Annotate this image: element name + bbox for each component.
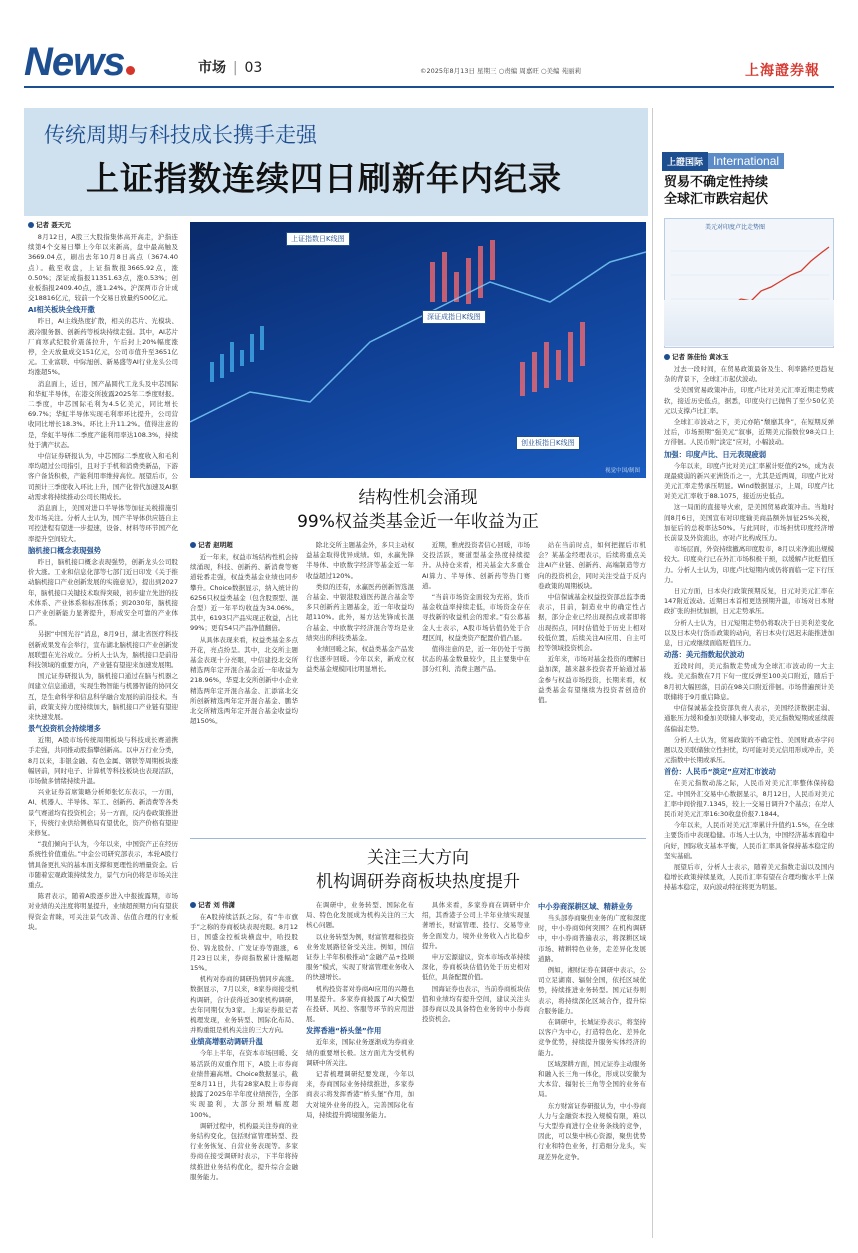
kline-photo (190, 222, 646, 478)
byline-icon (664, 354, 670, 360)
intl-divider (652, 108, 653, 1238)
lead-subhead-1: AI相关板块全线开撒 (28, 305, 95, 315)
intl-headline: 贸易不确定性持续 全球汇市跌宕起伏 (664, 175, 769, 207)
story3-subhead-3: 中小券商深耕区域、精耕业务 (538, 902, 633, 911)
lead-kicker: 传统周期与科技成长携手走强 (44, 123, 317, 147)
story3-column-4: 中小券商深耕区域、精耕业务 当头部券商聚焦业务的广度和深度时，中小券商如何突围？在机构调研中，中小券商普遍表示，将深耕区域市场、精耕特色业务，走差异化发展道路。 例如，湘财证券在调研中表示，公司立足湖南、辐射全国，依托区域优势，持续推进业务转型。国元证券则表示，将持续深化区域合作，提升综合服务能力。 在调研中，长城证券表示，将坚持以客户为中心，打造特色化、差异化竞争优势，持续提升服务实体经济的能力。 区域深耕方面，国元证券主动服务和融入长三角一体化，形成以安徽为大本营、辐射长三角等全国的业务布局。 东方财富证券研报认为，中小券商人力与金融资本投入规模有限，难以与大型券商进行全业务条线的竞争，因此，可以集中核心资源，聚焦优势行业和特色业务，打造细分龙头，实现差异化竞争。 (538, 902, 646, 1161)
byline-icon (190, 902, 196, 908)
intl-badge (662, 152, 784, 170)
story3-subhead-2: 发挥香港“桥头堡”作用 (306, 1026, 382, 1036)
news-dot (126, 66, 135, 75)
brand-news: News (24, 42, 135, 82)
lead-subhead-2: 脑机接口概念表现强势 (28, 545, 101, 555)
byline-icon (190, 542, 196, 548)
newspaper-logo: 上海證券報 (745, 63, 820, 79)
lead-headline: 上证指数连续四日刷新年内纪录 (86, 159, 562, 198)
kline-label-cy: 创业板指日K线图 (516, 436, 580, 450)
intl-subhead-1: 加强：印度卢比、日元表现疲弱 (664, 449, 767, 459)
lead-subhead-3: 景气投资机会持续增多 (28, 724, 101, 734)
masthead-rule (24, 86, 834, 88)
story3-headline: 关注三大方向 机构调研券商板块热度提升 (316, 848, 520, 892)
story3-byline: 记者 刘 伟潇 (190, 900, 298, 910)
divider-story3 (190, 838, 646, 839)
intl-subhead-2: 动荡：美元指数起伏波动 (664, 650, 745, 660)
intl-chart-caption: 美元对印度卢比走势图 (705, 224, 766, 231)
byline-icon (28, 222, 34, 228)
page-number: 03 (244, 60, 263, 76)
story3-column-1: 记者 刘 伟潇 在A股持续活跃之际，有“牛市旗手”之称的券商板块表现亮眼。8月12日，国盛金控板块横盘中，哈投股份、锦龙股份、广发证券等跟涨，6月23日以来，券商指数累计涨幅超15%。 机构对券商的调研热情同步高涨。数据显示，7月以来，8家券商接受机构调研，合计获得近30家机构调研，去年同期仅为3家。上海证券报记者梳理发现，业务转型、国际化布局、并购重组是机构关注的三大方向。 业绩高增驱动调研升温 今年上半年，在资本市场回暖、交易活跃的双重作用下，A股上市券商业绩普遍高增。Choice数据显示，截至8月11日，共有28家A股上市券商披露了2025年半年度业绩预告，全部实现盈利，大部分预增幅度超100%。 调研过程中，机构最关注券商的业务结构变化，包括财富管理转型、投行业务恢复、自营业务表现等。多家券商在接受调研时表示，下半年将持续推进业务结构优化，提升综合金融服务能力。 (190, 901, 298, 1181)
intl-subhead-3: 首份：人民币“淡定”应对汇市波动 (664, 767, 776, 777)
story2-column-3: 近期，雅虎投资者信心回暖，市场交投活跃，赛道型基金热度持续提升。从持仓来看，相关基金大多重仓AI算力、半导体、创新药等热门赛道。 “当前市场资金面较为充裕，货币基金收益率持续走低，市场资金存在寻找新的收益机会的需求。”有公募基金人士表示，A股市场估值仍处于合理区间，权益类资产配置价值凸显。 值得注意的是，近一年仍处于亏损状态的基金数量较少，且主要集中在部分红利、消费主题产品。 (422, 541, 530, 674)
intl-photo (664, 300, 834, 346)
story3-subhead-1: 业绩高增驱动调研升温 (190, 1037, 263, 1047)
story2-byline: 记者 赵明超 (190, 540, 298, 550)
candle-group-1 (210, 326, 264, 382)
intl-badge-en: International (708, 153, 784, 169)
section-label: 市场 | 03 (198, 60, 263, 76)
story2-column-1: 记者 赵明超 近一年来，权益市场结构性机会持续涌现，科技、创新药、新消费等赛道轮番走强，权益类基金业绩也同步攀升。Choice数据显示，纳入统计的6256只权益类基金（包含股票型、混合型）近一年平均收益为34.06%。其中，6193只产品实现正收益，占比99%；更有54只产品净值翻倍。 从具体表现来看，权益类基金多点开花，亮点纷呈。其中，北交所主题基金表现十分亮眼，中信建投北交所精选两年定开混合基金近一年收益为218.96%，华夏北交所创新中小企业精选两年定开混合基金、汇添富北交所创新精选两年定开混合基金、鹏华北交所精选两年定开混合基金收益均超150%。 (190, 541, 298, 726)
intl-column: 记者 陈佳怡 黄冰玉 过去一段时间，在贸易政策最备及生、利率路经更趋复杂的背景下，全球汇市起伏波动。 受美国贸易政策冲击，印度卢比对美元汇率近期走势疲软，接近历史低点，据悉，印度央行已抛售了至少50亿美元以支撑卢比汇率。 全球汇市波动之下，美元亦陷“颓靡其身”，在短期反弹过后，市场预期“强美元”叙事，近期美元指数位98关口上方徘徊。人民币则“淡定”应对，小幅波动。 加强：印度卢比、日元表现疲弱 今年以来，印度卢比对美元汇率累计贬值约2%，成为表现最疲弱的新兴亚洲货币之一，尤其是近两周，印度卢比对美元汇率走势承压明显。Wind数据显示，上周，印度卢比对美元汇率收于88.1075，接近历史低点。 这一局面的直接导火索，是美国贸易政策冲击。当地时间8月6日，美国宣布对印度输美商品额外加征25%关税，加征后的总税率达50%。与此同时，市场担忧印度经济增长前景及外资流出，亦对卢比构成压力。 市场层面，外资持续撤离印度股市，8月以来净流出规模较大。印度央行已在外汇市场积极干预，以缓解卢比贬值压力。分析人士认为，印度卢比短期内或仍将面临一定下行压力。 日元方面，日本央行政策预期反复，日元对美元汇率在147附近波动。近期日本首相更迭预期升温，市场对日本财政扩张的担忧加剧，日元走势承压。 分析人士认为，日元短期走势仍将取决于日美利差变化以及日本央行货币政策的动向，若日本央行迟迟未能推进加息，日元或继续面临贬值压力。 动荡：美元指数起伏波动 近段时间，美元指数走势成为全球汇市波动的一大主线。美元指数在7月下旬一度反弹至100关口附近，随后于8月初大幅回落，目前在98关口附近徘徊。市场普遍预计美联储将于9月重启降息。 中信保诚基金投资部负责人表示，美国经济数据走弱、通胀压力缓和叠加美联储人事变动，美元指数短期或延续震荡偏弱走势。 分析人士认为，贸易政策的不确定性、美国财政赤字问题以及美联储独立性担忧，均可能对美元信用形成冲击，美元指数中长期或承压。 首份：人民币“淡定”应对汇市波动 在美元指数动荡之际，人民币对美元汇率整体保持稳定。中国外汇交易中心数据显示，8月12日，人民币对美元汇率中间价报7.1345，较上一交易日调升7个基点；在岸人民币对美元汇率16:30收盘价报7.1844。 今年以来，人民币对美元汇率累计升值约1.5%，在全球主要货币中表现稳健。市场人士认为，中国经济基本面稳中向好，国际收支基本平衡，人民币汇率具备保持基本稳定的坚实基础。 展望后市，分析人士表示，随着美元指数走弱以及国内稳增长政策持续显效，人民币汇率有望在合理均衡水平上保持基本稳定，双向波动特征将更为明显。 (664, 353, 834, 892)
kline-label-sh: 上证指数日K线图 (286, 232, 350, 246)
lead-intro: 8月12日，A股三大股指集体高开高走，沪指连续第4个交易日攀上今年以来新高，盘中最高触及3669.04点，刷出去年10月8日高点（3674.40点）。截至收盘，上证指数报3665.92点，涨0.50%；深证成指报11351.63点，涨0.53%；创业板指报2409.40点，涨1.24%。沪深两市合计成交18816亿元，较前一个交易日放量约500亿元。 (28, 233, 178, 303)
story3-column-3: 具体来看，多家券商在调研中介绍，其香港子公司上半年业绩实现显著增长，财富管理、投行、交易等业务全面发力，境外业务收入占比稳步提升。 申万宏源建议，资本市场改革持续深化，券商板块估值仍处于历史相对低位，具备配置价值。 国海证券也表示，当前券商板块估值和业绩均有提升空间，建议关注头部券商以及具备特色业务的中小券商投资机会。 (422, 901, 530, 1024)
story2-column-4: 站在当前时点，如何把握后市机会？某基金经理表示，后续将重点关注AI产业链、创新药、高端制造等方向的投资机会，同时关注受益于反内卷政策的周期板块。 中信保诚基金权益投资部总监李勇表示，目前，制造业中的确定性占据，部分企业已经出现拐点或者即将出现拐点，同时估值处于历史上相对较低位置，后续关注AI应用、自主可控等领域投资机会。 近年来，市场对基金投资的理解日益加深，越来越多投资者开始通过基金参与权益市场投资，长期来看，权益类基金有望继续为投资者创造价值。 (538, 541, 646, 705)
date-line: ©2025年8月13日 星期三 ○责编 周嘉旺 ○美编 苑丽莉 (420, 67, 582, 75)
intl-byline: 记者 陈佳怡 黄冰玉 (664, 352, 834, 362)
story2-headline: 结构性机会涌现 99%权益类基金近一年收益为正 (297, 488, 539, 532)
image-credit: 视觉中国/制图 (605, 468, 640, 474)
story3-column-2: 在调研中，业务转型、国际化布局、特色化发展成为机构关注的三大核心问题。 以业务转型为例，财富管理和投资业务发展路径备受关注。例如，国信证券上半年积极推动“金融产品+投顾服务”模式，实现了财富管理业务收入的快速增长。 机构投资者对券商AI应用的兴趣也明显提升。多家券商披露了AI大模型在投研、风控、客服等环节的应用进展。 发挥香港“桥头堡”作用 近年来，国际业务逐渐成为券商业绩的重要增长极。这方面尤为受机构调研中所关注。 记者梳理调研纪要发现，今年以来，券商国际业务持续推进，多家券商表示将发挥香港“桥头堡”作用，加大对境外业务的投入，完善国际化布局，持续提升跨境服务能力。 (306, 901, 414, 1119)
lead-byline: 记者 聂天元 (28, 220, 178, 230)
lead-column-1: 记者 聂天元 8月12日，A股三大股指集体高开高走，沪指连续第4个交易日攀上今年以来新高，盘中最高触及3669.04点，刷出去年10月8日高点（3674.40点）。截至收盘，上证指数报3665.92点，涨0.50%；深证成指报11351.63点，涨0.53%；创业板指报2409.40点，涨1.24%。沪深两市合计成交18816亿元，较前一个交易日放量约500亿元。 AI相关板块全线开撒 昨日，AI主线热度扩散，相关的芯片、光模块、液冷服务器、创新药等板块持续走强。其中，AI芯片厂商寒武纪股价震荡拉升，午后封上20%幅度涨停，全天放量成交151亿元，公司市值升至3651亿元。工业富联、中际旭创、新易盛等AI行业龙头公司均涨超5%。 消息面上，近日，国产晶圆代工龙头及中芯国际和华虹半导体，在港交所披露2025年二季度财报。二季度，中芯国际毛利为4.5亿美元，同比增长69.7%；华虹半导体实现毛利率环比提升，公司营收同比增长18.3%。环比上升11.2%。值得注意的是，华虹半导体二季度产能利用率达108.3%，持续处于满产状态。 中信证券研报认为，中芯国际二季度收入和毛利率均超过公司指引，且对于手机和消费类新品，下游客户备货积极，产能利用率维持高位。展望后市，公司预计三季度收入环比上升，国产化替代加速及AI驱动需求将持续推动公司长期成长。 消息面上，美国对进口半导体等加征关税措施引发市场关注。分析人士认为，国产半导体供应链自主可控进程有望进一步提速，设备、材料等环节国产化率提升空间较大。 脑机接口概念表现强势 昨日，脑机接口概念表现强势，创新龙头公司股价大涨。工业和信息化部等七部门近日印发《关于推动脑机接口产业创新发展的实施意见》，提出到2027年，脑机接口关键技术取得突破，初步建立先进的技术体系、产业体系和标准体系；到2030年，脑机接口产业创新能力显著提升，形成安全可靠的产业体系。 另据“中国光谷”消息，8月9日，湖北省医疗科技创新成果发布会举行，宣布湖北脑机接口产业创新发展联盟在光谷成立。分析人士认为，脑机接口是前沿科技领域的重要方向，产业链有望迎来加速发展期。 国元证券研报认为，脑机接口通过在脑与机器之间建立信息通道，实现生物智能与机器智能的协同交互，是生命科学和信息科学融合发展的前沿技术。当前，政策支持力度持续加大，脑机接口产业链有望迎来快速发展。 景气投资机会持续增多 近期，A股市场传统周期板块与科技成长赛道携手走强，共同推动股指攀创新高。以申万行业分类，8月以来，非银金融、有色金属、钢铁等周期板块涨幅居前，同时电子、计算机等科技板块也表现活跃，市场做多情绪持续升温。 兴业证券首席策略分析师张忆东表示，一方面，AI、机器人、半导体、军工、创新药、新消费等各类景气赛道均有投资机会；另一方面，反内卷政策推进下，传统行业供给侧格局有望优化，资产价格有望迎来修复。 “我们倾向于认为，今年以来，中国资产正在经历系统性价值重估。”中金公司研究部表示，本轮A股行情具备更扎实的基本面支撑和更理性的增量资金。后市随着宏观政策持续发力，景气方向仍将是市场关注重点。 陈君表示，随着A股逐步进入中报披露期，市场对业绩的关注度将明显提升，业绩超预期方向有望获得资金青睐，可关注景气改善、估值合理的行业板块。 (28, 221, 178, 931)
trend-line (190, 252, 646, 422)
intl-badge-cn: 上證国际 (662, 152, 708, 171)
kline-label-sz: 深证成指日K线图 (422, 310, 486, 324)
story2-column-2: 除北交所主题基金外，多只主动权益基金取得优异成绩。如，永赢先锋半导体、中欧数字经济等基金近一年收益超过120%。 类似的还有，永赢医药创新智选混合基金、中银港股通医药混合基金等多只创新药主题基金，近一年收益均超110%。此外，易方达先锋成长混合基金、中欧数字经济混合等均是业绩突出的科技类基金。 业绩回暖之际，权益类基金产品发行也逐步回暖。今年以来，新成立权益类基金规模同比明显增长。 (306, 541, 414, 674)
